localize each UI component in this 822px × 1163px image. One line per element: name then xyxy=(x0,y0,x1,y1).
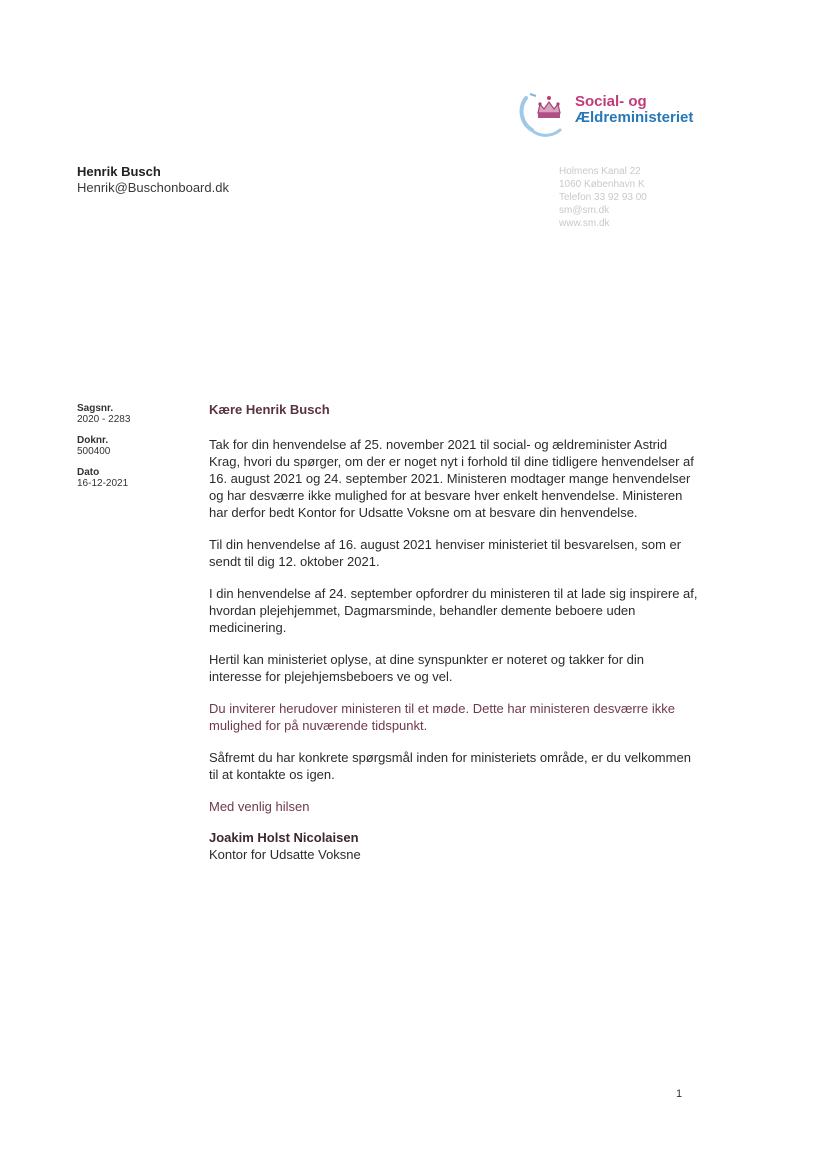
meta-doknr xyxy=(77,435,130,457)
document-meta xyxy=(77,403,130,499)
paragraph-4: Hertil kan ministeriet oplyse, at dine synspunkter er noteret og takker for din interesse for plejehjemsbeboers ve og vel. xyxy=(209,652,644,684)
address-phone: Telefon 33 92 93 00 xyxy=(559,192,647,203)
address-street: Holmens Kanal 22 xyxy=(559,166,641,177)
letter-body xyxy=(209,401,699,863)
ministry-logo xyxy=(518,86,708,138)
meta-sagsnr xyxy=(77,403,130,425)
recipient-email: Henrik@Buschonboard.dk xyxy=(77,180,229,195)
dato-value: 16-12-2021 xyxy=(77,478,129,489)
recipient-name: Henrik Busch xyxy=(77,164,161,179)
paragraph-2: Til din henvendelse af 16. august 2021 henviser ministeriet til besvarelsen, som er sendt til dig 12. oktober 2021. xyxy=(209,537,682,569)
recipient-block xyxy=(77,164,229,196)
paragraph-5: Du inviterer herudover ministeren til et møde. Dette har ministeren desværre ikke mulighed for på nuværende tidspunkt. xyxy=(209,701,676,733)
logo-line-1: Social- og xyxy=(575,93,647,110)
address-city: 1060 København K xyxy=(559,179,645,190)
doknr-value: 500400 xyxy=(77,446,111,457)
crown-emblem-icon xyxy=(518,86,570,138)
sender-address xyxy=(559,165,647,230)
meta-dato xyxy=(77,467,130,489)
dato-label: Dato xyxy=(77,467,100,478)
sagsnr-label: Sagsnr. xyxy=(77,403,114,414)
page-number: 1 xyxy=(676,1088,683,1100)
logo-line-2: Ældreministeriet xyxy=(575,109,694,126)
closing: Med venlig hilsen xyxy=(209,799,310,814)
address-web: www.sm.dk xyxy=(559,218,610,229)
paragraph-6: Såfremt du har konkrete spørgsmål inden for ministeriets område, er du velkommen til at kontakte os igen. xyxy=(209,750,691,782)
address-email: sm@sm.dk xyxy=(559,205,610,216)
salutation: Kære Henrik Busch xyxy=(209,402,330,417)
sagsnr-value: 2020 - 2283 xyxy=(77,414,131,425)
logo-wordmark xyxy=(575,94,693,126)
paragraph-3: I din henvendelse af 24. september opfordrer du ministeren til at lade sig inspirere af, hvordan plejehjemmet, Dagmarsminde, behandler demente beboere uden medicinering. xyxy=(209,586,698,635)
paragraph-1: Tak for din henvendelse af 25. november 2021 til social- og ældreminister Astrid Krag, hvori du spørger, om der er noget nyt i forhold til dine tidligere henvendelser af 16. august 2021 og 24. september 2021. Ministeren modtager mange henvendelser og har desværre ikke mulighed for at besvare hver enkelt henvendelse. Ministeren har derfor bedt Kontor for Udsatte Voksne om at besvare din henvendelse. xyxy=(209,437,694,520)
signer-name: Joakim Holst Nicolaisen xyxy=(209,830,359,845)
doknr-label: Doknr. xyxy=(77,435,109,446)
signer-office: Kontor for Udsatte Voksne xyxy=(209,847,361,862)
